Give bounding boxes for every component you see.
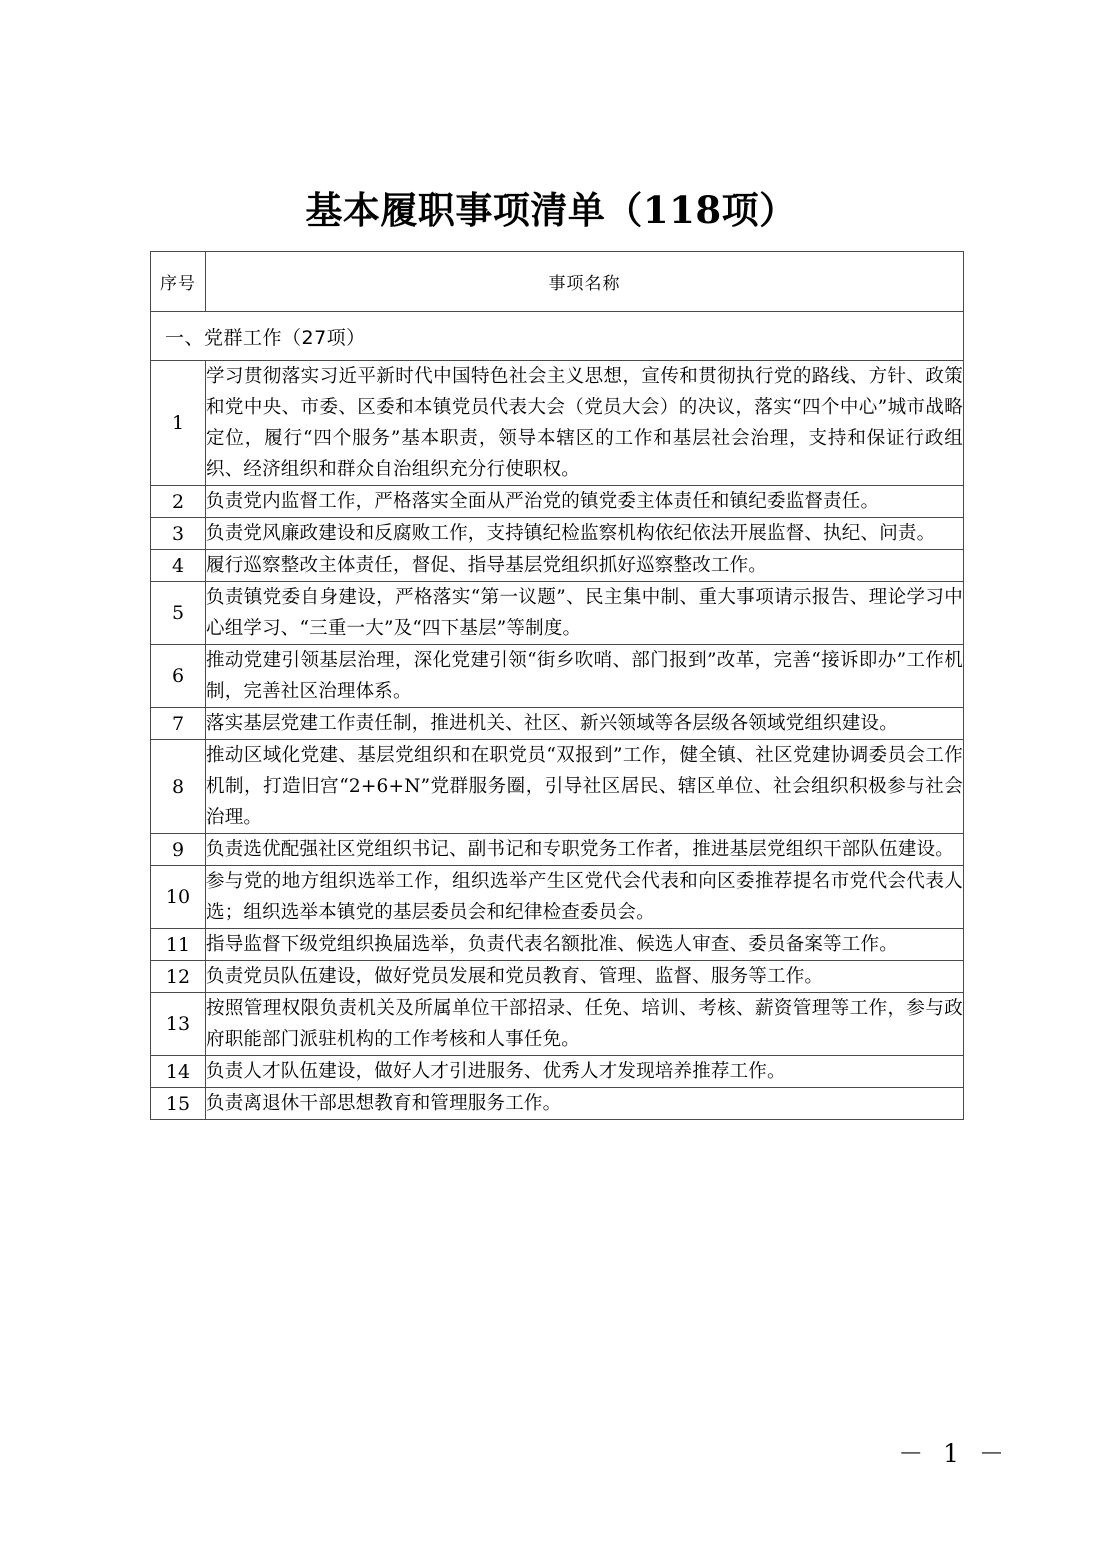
row-number-cell: 4 [151, 550, 206, 582]
row-number-cell: 2 [151, 486, 206, 518]
duty-items-table [150, 251, 964, 1120]
table-row [151, 834, 964, 866]
table-row [151, 929, 964, 961]
table-row [151, 645, 964, 708]
table-row [151, 1088, 964, 1120]
row-number-cell: 11 [151, 929, 206, 961]
row-item-text-cell: 负责选优配强社区党组织书记、副书记和专职党务工作者，推进基层党组织干部队伍建设。 [206, 834, 964, 866]
row-item-text-cell: 负责离退休干部思想教育和管理服务工作。 [206, 1088, 964, 1120]
row-item-text-cell: 负责党风廉政建设和反腐败工作，支持镇纪检监察机构依纪依法开展监督、执纪、问责。 [206, 518, 964, 550]
row-item-text-cell: 指导监督下级党组织换届选举，负责代表名额批准、候选人审查、委员备案等工作。 [206, 929, 964, 961]
column-header-number: 序号 [151, 252, 206, 312]
page-number: － 1 － [898, 1439, 1010, 1468]
table-row [151, 1056, 964, 1088]
row-item-text-cell: 学习贯彻落实习近平新时代中国特色社会主义思想，宣传和贯彻执行党的路线、方针、政策和党中央、市委、区委和本镇党员代表大会（党员大会）的决议，落实“四个中心”城市战略定位，履行“四个服务”基本职责，领导本辖区的工作和基层社会治理，支持和保证行政组织、经济组织和群众自治组织充分行使职权。 [206, 361, 964, 486]
section-header-row [151, 312, 964, 361]
row-number-cell: 6 [151, 645, 206, 708]
table-row [151, 361, 964, 486]
row-item-text-cell: 负责人才队伍建设，做好人才引进服务、优秀人才发现培养推荐工作。 [206, 1056, 964, 1088]
page-title: 基本履职事项清单（118项） [305, 188, 797, 232]
row-number-cell: 7 [151, 708, 206, 740]
row-item-text-cell: 负责党员队伍建设，做好党员发展和党员教育、管理、监督、服务等工作。 [206, 961, 964, 993]
row-item-text-cell: 履行巡察整改主体责任，督促、指导基层党组织抓好巡察整改工作。 [206, 550, 964, 582]
row-number-cell: 15 [151, 1088, 206, 1120]
row-number-cell: 9 [151, 834, 206, 866]
table-row [151, 708, 964, 740]
table-row [151, 961, 964, 993]
table-row [151, 486, 964, 518]
row-number-cell: 13 [151, 993, 206, 1056]
section-header-label: 一、党群工作（27项） [151, 312, 964, 361]
row-number-cell: 14 [151, 1056, 206, 1088]
row-item-text-cell: 负责镇党委自身建设，严格落实“第一议题”、民主集中制、重大事项请示报告、理论学习中心组学习、“三重一大”及“四下基层”等制度。 [206, 582, 964, 645]
table-row [151, 518, 964, 550]
table-body [151, 252, 964, 1120]
column-header-name: 事项名称 [206, 252, 964, 312]
row-item-text-cell: 推动党建引领基层治理，深化党建引领“街乡吹哨、部门报到”改革，完善“接诉即办”工作机制，完善社区治理体系。 [206, 645, 964, 708]
table-row [151, 582, 964, 645]
row-number-cell: 8 [151, 740, 206, 834]
row-number-cell: 5 [151, 582, 206, 645]
row-number-cell: 12 [151, 961, 206, 993]
row-item-text-cell: 参与党的地方组织选举工作，组织选举产生区党代会代表和向区委推荐提名市党代会代表人选；组织选举本镇党的基层委员会和纪律检查委员会。 [206, 866, 964, 929]
row-item-text-cell: 落实基层党建工作责任制，推进机关、社区、新兴领域等各层级各领域党组织建设。 [206, 708, 964, 740]
row-number-cell: 1 [151, 361, 206, 486]
row-number-cell: 3 [151, 518, 206, 550]
table-row [151, 550, 964, 582]
row-number-cell: 10 [151, 866, 206, 929]
table-row [151, 866, 964, 929]
row-item-text-cell: 负责党内监督工作，严格落实全面从严治党的镇党委主体责任和镇纪委监督责任。 [206, 486, 964, 518]
table-row [151, 740, 964, 834]
row-item-text-cell: 按照管理权限负责机关及所属单位干部招录、任免、培训、考核、薪资管理等工作，参与政府职能部门派驻机构的工作考核和人事任免。 [206, 993, 964, 1056]
table-header-row [151, 252, 964, 312]
row-item-text-cell: 推动区域化党建、基层党组织和在职党员“双报到”工作，健全镇、社区党建协调委员会工作机制，打造旧宫“2+6+N”党群服务圈，引导社区居民、辖区单位、社会组织积极参与社会治理。 [206, 740, 964, 834]
table-row [151, 993, 964, 1056]
